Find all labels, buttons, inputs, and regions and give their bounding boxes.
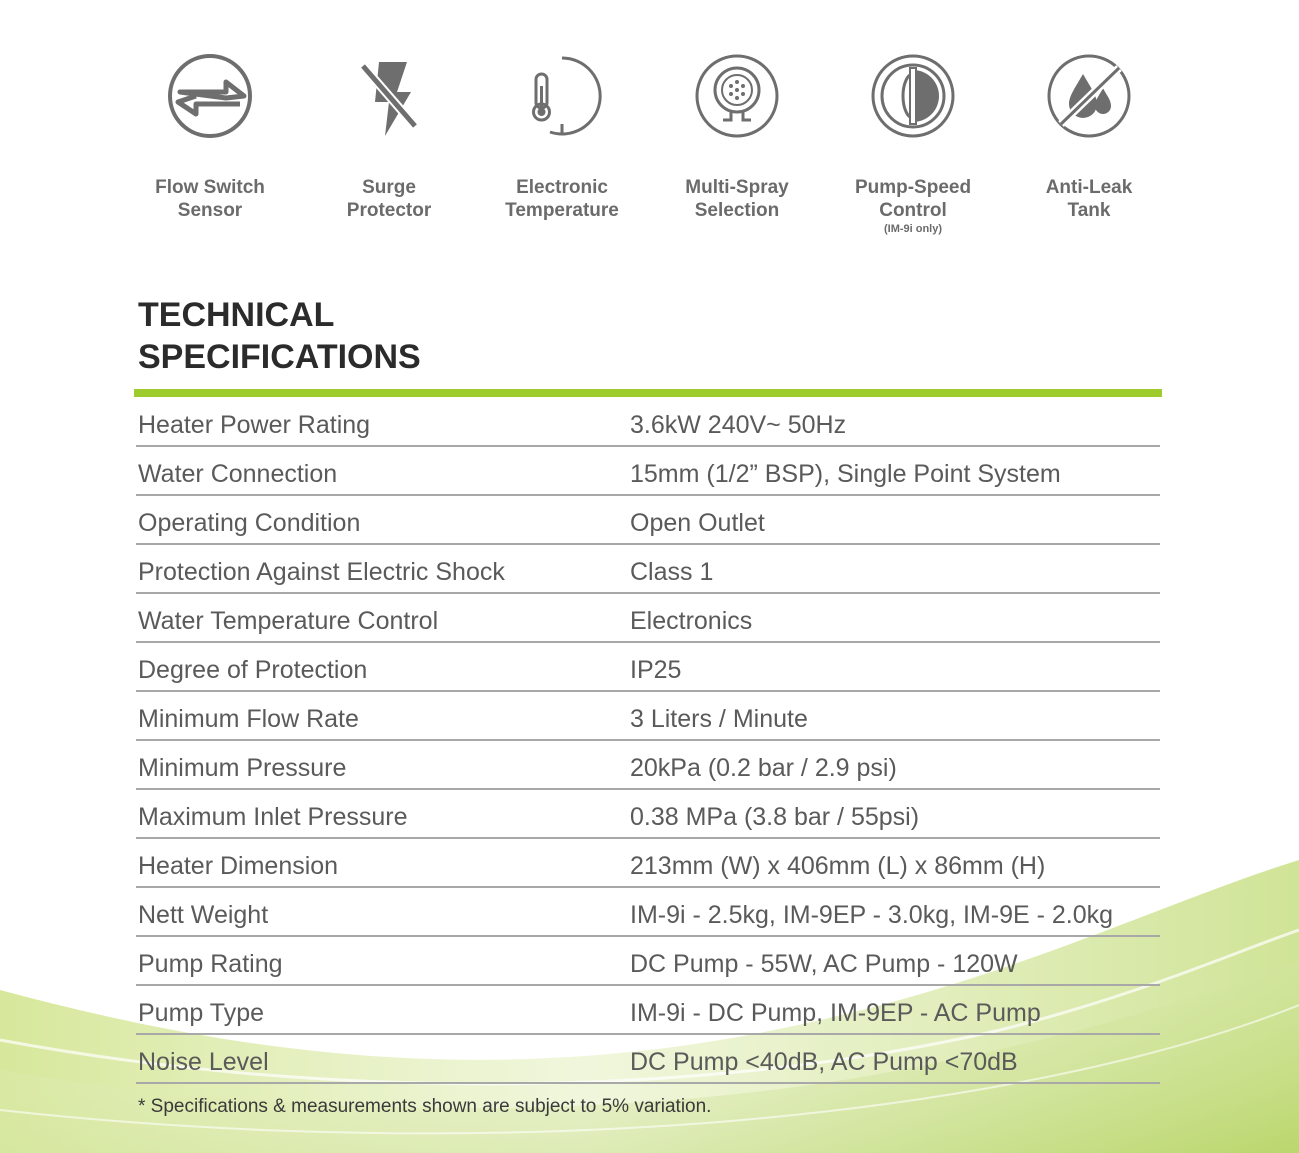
anti-leak-icon — [1045, 52, 1133, 140]
footnote: * Specifications & measurements shown are subject to 5% variation. — [138, 1096, 712, 1117]
spec-value: IP25 — [630, 656, 682, 684]
spec-value: 3 Liters / Minute — [630, 705, 808, 733]
spec-key: Water Temperature Control — [138, 607, 439, 635]
table-row — [136, 545, 1160, 594]
spec-value: DC Pump <40dB, AC Pump <70dB — [630, 1048, 1018, 1076]
shower-head-icon — [693, 52, 781, 140]
table-row — [136, 496, 1160, 545]
table-row — [136, 1035, 1160, 1084]
feature-label: Flow Switch Sensor — [155, 177, 265, 221]
thermometer-icon — [518, 52, 606, 140]
surge-protector-icon — [345, 52, 433, 140]
spec-value: Open Outlet — [630, 509, 765, 537]
specifications-table — [136, 398, 1160, 1084]
spec-key: Minimum Pressure — [138, 754, 347, 782]
table-row — [136, 643, 1160, 692]
table-row — [136, 888, 1160, 937]
table-row — [136, 790, 1160, 839]
spec-key: Noise Level — [138, 1048, 269, 1076]
spec-key: Maximum Inlet Pressure — [138, 803, 408, 831]
spec-key: Pump Rating — [138, 950, 283, 978]
spec-value: IM-9i - 2.5kg, IM-9EP - 3.0kg, IM-9E - 2.0kg — [630, 901, 1114, 929]
section-title: TECHNICAL SPECIFICATIONS — [138, 296, 421, 376]
table-row — [136, 937, 1160, 986]
feature-flow-switch — [122, 52, 298, 222]
feature-label: Surge Protector — [346, 177, 432, 221]
spec-value: Class 1 — [630, 558, 714, 586]
flow-switch-icon — [166, 52, 254, 140]
spec-value: 20kPa (0.2 bar / 2.9 psi) — [630, 754, 897, 782]
table-row — [136, 447, 1160, 496]
spec-value: 3.6kW 240V~ 50Hz — [630, 411, 847, 439]
spec-key: Degree of Protection — [138, 656, 368, 684]
feature-electronic-temperature — [474, 52, 650, 222]
table-row — [136, 398, 1160, 447]
feature-surge-protector — [301, 52, 477, 222]
table-row — [136, 692, 1160, 741]
feature-multi-spray — [649, 52, 825, 222]
feature-icons-row — [120, 52, 1180, 252]
spec-key: Heater Dimension — [138, 852, 339, 880]
spec-key: Pump Type — [138, 999, 265, 1027]
feature-anti-leak — [1001, 52, 1177, 222]
spec-key: Water Connection — [138, 460, 338, 488]
table-row — [136, 986, 1160, 1035]
title-underline-bar — [134, 389, 1162, 397]
spec-value: 213mm (W) x 406mm (L) x 86mm (H) — [630, 852, 1046, 880]
feature-label: Electronic Temperature — [505, 177, 619, 221]
feature-note: (IM-9i only) — [883, 223, 943, 235]
spec-key: Heater Power Rating — [138, 411, 371, 439]
spec-value: IM-9i - DC Pump, IM-9EP - AC Pump — [630, 999, 1041, 1027]
spec-key: Nett Weight — [138, 901, 269, 929]
feature-pump-speed — [825, 52, 1001, 236]
spec-key: Minimum Flow Rate — [138, 705, 359, 733]
spec-key: Operating Condition — [138, 509, 361, 537]
spec-value: Electronics — [630, 607, 753, 635]
feature-label: Anti-Leak Tank — [1045, 177, 1133, 221]
pump-speed-icon — [869, 52, 957, 140]
table-row — [136, 594, 1160, 643]
spec-value: DC Pump - 55W, AC Pump - 120W — [630, 950, 1018, 978]
spec-key: Protection Against Electric Shock — [138, 558, 505, 586]
spec-value: 0.38 MPa (3.8 bar / 55psi) — [630, 803, 920, 831]
spec-value: 15mm (1/2” BSP), Single Point System — [630, 460, 1061, 488]
table-row — [136, 741, 1160, 790]
table-row — [136, 839, 1160, 888]
feature-label: Multi-Spray Selection — [685, 177, 789, 221]
feature-label: Pump-Speed Control — [854, 177, 972, 221]
